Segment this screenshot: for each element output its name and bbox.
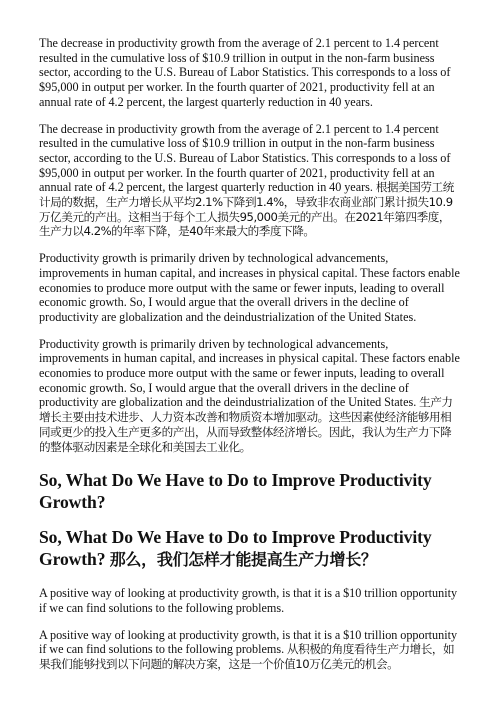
paragraph-text-en: Productivity growth is primarily driven by technological advancements, improvements in human capital, and increases in physical capital. These factors enable economies to produce more output with the same or fewer inputs, leading to overall economic growth. So, I would argue that the overall drivers in the decline of productivity are globalization and the deindustrialization of the United States. bbox=[39, 336, 460, 410]
paragraph-opportunity-bilingual bbox=[39, 628, 460, 672]
paragraph-growth-drivers bbox=[39, 251, 460, 325]
paragraph-text-en: A positive way of looking at productivity growth, is that it is a $10 trillion opportunity if we can find solutions to the following problems. bbox=[39, 627, 458, 657]
heading-text-en: So, What Do We Have to Do to Improve Productivity Growth? bbox=[39, 527, 432, 569]
document-page bbox=[39, 36, 460, 684]
section-heading-bilingual bbox=[39, 527, 460, 570]
paragraph-text-zh: 根据美国劳工统计局的数据，生产力增长从平均2.1%下降到1.4%，导致非农商业部门累计损失10.9万亿美元的产出。这相当于每个工人损失95,000美元的产出。在2021年第四季度，生产力以4.2%的年率下降，是40年来最大的季度下降。 bbox=[39, 180, 454, 239]
paragraph-productivity-loss bbox=[39, 36, 460, 110]
heading-text-zh: 那么，我们怎样才能提高生产力增长？ bbox=[109, 549, 377, 569]
paragraph-opportunity bbox=[39, 586, 460, 615]
heading-text-en: So, What Do We Have to Do to Improve Productivity Growth? bbox=[39, 470, 432, 512]
paragraph-text-en: The decrease in productivity growth from the average of 2.1 percent to 1.4 percent resulted in the cumulative loss of $10.9 trillion in output in the non-farm business sector, according to the U.S. Bureau of Labor Statistics. This corresponds to a loss of $95,000 in output per worker. In the fourth quarter of 2021, productivity fell at an annual rate of 4.2 percent, the largest quarterly reduction in 40 years. bbox=[39, 36, 451, 109]
paragraph-text-en: Productivity growth is primarily driven by technological advancements, improvements in human capital, and increases in physical capital. These factors enable economies to produce more output with the same or fewer inputs, leading to overall economic growth. So, I would argue that the overall drivers in the decline of productivity are globalization and the deindustrialization of the United States. bbox=[39, 251, 460, 324]
section-heading bbox=[39, 470, 460, 513]
paragraph-text-en: The decrease in productivity growth from the average of 2.1 percent to 1.4 percent resulted in the cumulative loss of $10.9 trillion in output in the non-farm business sector, according to the U.S. Bureau of Labor Statistics. This corresponds to a loss of $95,000 in output per worker. In the fourth quarter of 2021, productivity fell at an annual rate of 4.2 percent, the largest quarterly reduction in 40 years. bbox=[39, 121, 451, 195]
paragraph-productivity-loss-bilingual bbox=[39, 122, 460, 240]
paragraph-text-en: A positive way of looking at productivity growth, is that it is a $10 trillion opportunity if we can find solutions to the following problems. bbox=[39, 586, 458, 615]
paragraph-text-zh: 生产力增长主要由技术进步、人力资本改善和物质资本增加驱动。这些因素使经济能够用相同或更少的投入生产更多的产出，从而导致整体经济增长。因此，我认为生产力下降的整体驱动因素是全球化和美国去工业化。 bbox=[39, 395, 453, 454]
paragraph-text-zh: 从积极的角度看待生产力增长，如果我们能够找到以下问题的解决方案，这是一个价值10万亿美元的机会。 bbox=[39, 642, 455, 672]
paragraph-growth-drivers-bilingual bbox=[39, 337, 460, 455]
